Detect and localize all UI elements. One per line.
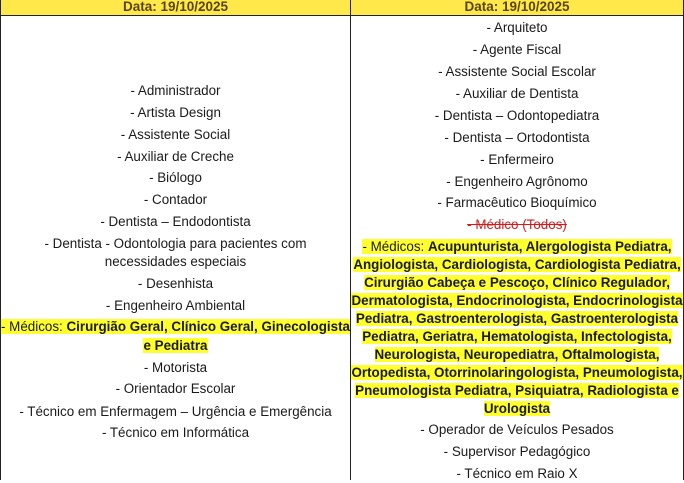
medicos-highlight-line [1, 337, 350, 355]
list-item: - Técnico em Raio X [456, 466, 578, 481]
medicos-specialties: Urologista [483, 401, 551, 416]
medicos-highlight-line [351, 328, 683, 346]
medicos-specialties: Pediatra, Geriatra, Hematologista, Infectologista, [362, 329, 672, 344]
list-item: - Técnico em Enfermagem – Urgência e Emergência [19, 404, 332, 419]
medicos-specialties: Neurologista, Neuropediatra, Oftalmologista, [374, 347, 660, 362]
list-item: - Dentista - Odontologia para pacientes com [44, 236, 307, 251]
medicos-highlight-line [351, 364, 683, 382]
medicos-highlight-line [351, 292, 683, 310]
list-item-struck [351, 216, 683, 234]
medicos-specialties: Dermatologista, Endocrinologista, Endocrinologista [351, 293, 683, 308]
list-item: - Auxiliar de Creche [117, 149, 234, 164]
list-item: - Agente Fiscal [472, 42, 562, 57]
list-item: - Engenheiro Agrônomo [446, 174, 588, 189]
medicos-highlight-line [351, 382, 683, 400]
list-item: - Dentista – Odontopediatra [434, 108, 600, 123]
medicos-specialties: Pneumologista Pediatra, Psiquiatra, Radiologista e [355, 383, 679, 398]
medicos-highlight-line [351, 310, 683, 328]
list-item: - Artista Design [130, 105, 221, 120]
list-item: - Assistente Social [120, 127, 231, 142]
medicos-specialties: Pediatra, Gastroenterologista, Gastroenterologista [355, 311, 679, 326]
list-item: - Motorista [143, 360, 208, 375]
list-item: necessidades especiais [104, 254, 247, 269]
medicos-specialties: Ortopedista, Otorrinolaringologista, Pneumologista, [351, 365, 683, 380]
medicos-specialties: Cirurgião Cabeça e Pescoço, Clínico Regulador, [364, 275, 670, 290]
medicos-specialties: Angiologista, Cardiologista, Cardiologista Pediatra, [353, 257, 681, 272]
list-item: - Auxiliar de Dentista [455, 86, 579, 101]
medicos-highlight-line [351, 274, 683, 292]
list-item: - Arquiteto [486, 20, 548, 35]
list-item: - Biólogo [149, 170, 202, 185]
medicos-highlight-line [1, 318, 350, 336]
left-column [1, 0, 351, 480]
list-item: - Dentista – Ortodontista [444, 130, 590, 145]
medicos-specialties: e Pediatra [143, 338, 208, 353]
medicos-highlight-line [351, 256, 683, 274]
list-item: - Engenheiro Ambiental [105, 298, 246, 313]
list-item: - Desenhista [137, 276, 214, 291]
medicos-highlight-line [351, 238, 683, 256]
list-item: - Técnico em Informática [101, 425, 250, 440]
medicos-specialties: Cirurgião Geral, Clínico Geral, Ginecologista [66, 319, 350, 334]
list-item: - Dentista – Endodontista [100, 214, 251, 229]
list-item: - Orientador Escolar [115, 381, 236, 396]
medicos-label: - Médicos: [1, 319, 67, 334]
medico-todos-struck: - Médico (Todos) [467, 217, 567, 232]
right-date-header: Data: 19/10/2025 [351, 0, 683, 16]
medicos-highlight-line [351, 346, 683, 364]
list-item: - Supervisor Pedagógico [443, 444, 591, 459]
list-item: - Farmacêutico Bioquímico [437, 195, 597, 210]
list-item: - Contador [143, 192, 208, 207]
list-item: - Enfermeiro [480, 152, 554, 167]
left-date-header: Data: 19/10/2025 [1, 0, 350, 16]
medicos-label: - Médicos: [362, 239, 428, 254]
medicos-specialties: Acupunturista, Alergologista Pediatra, [427, 239, 672, 254]
list-item: - Operador de Veículos Pesados [420, 422, 614, 437]
medicos-highlight-line [351, 400, 683, 418]
list-item: - Administrador [130, 83, 221, 98]
right-column [351, 0, 683, 480]
list-item: - Assistente Social Escolar [438, 64, 596, 79]
